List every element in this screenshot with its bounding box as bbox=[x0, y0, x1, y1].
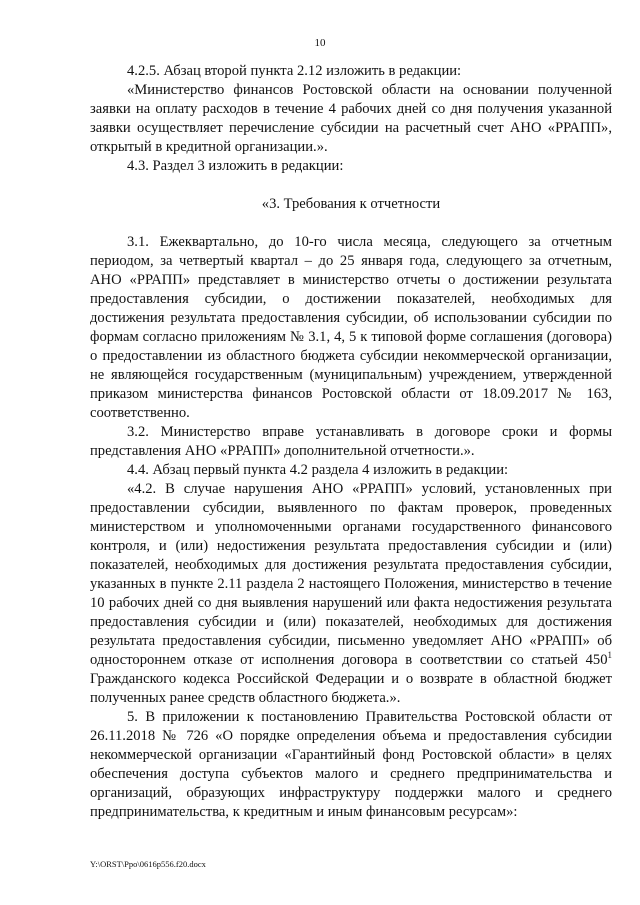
paragraph-quote-2-12: «Министерство финансов Ростовской области на основании полученной заявки на оплату расходов в течение 4 рабочих дней со дня получения указанной заявки осуществляет перечисление субсидии на расчетный счет АНО «РРАПП», открытый в кредитной организации.». bbox=[90, 82, 612, 155]
document-body bbox=[90, 62, 612, 822]
paragraph-3-2: 3.2. Министерство вправе устанавливать в договоре сроки и формы представления АНО «РРАПП» дополнительной отчетности.». bbox=[90, 424, 612, 459]
section-heading-3: «3. Требования к отчетности bbox=[261, 196, 441, 212]
article-superscript: 1 bbox=[607, 650, 612, 661]
paragraph-4-2-text: «4.2. В случае нарушения АНО «РРАПП» условий, установленных при предоставлении субсидии, выявленного по фактам проверок, проведенных министерством и уполномоченными органами государственного финансового контроля, и (или) недостижения результата предоставления субсидии и (или) показателей, необходимых для достижения результата предоставления субсидии, указанных в пункте 2.11 раздела 2 настоящего Положения, министерство в течение 10 рабочих дней со дня выявления нарушений или факта недостижения результата предоставления субсидии и (или) показателей, необходимых для достижения результата предоставления субсидии, письменно уведомляет АНО «РРАПП» об одностороннем отказе от исполнения договора в соответствии со статьей 450 bbox=[90, 481, 612, 668]
paragraph-4-3: 4.3. Раздел 3 изложить в редакции: bbox=[127, 158, 344, 174]
page-number: 10 bbox=[314, 37, 326, 49]
paragraph-4-4: 4.4. Абзац первый пункта 4.2 раздела 4 изложить в редакции: bbox=[127, 462, 509, 478]
paragraph-5: 5. В приложении к постановлению Правительства Ростовской области от 26.11.2018 № 726 «О порядке определения объема и предоставления субсидии некоммерческой организации «Гарантийный фонд Ростовской области» в целях обеспечения доступа субъектов малого и среднего предпринимательства и организаций, образующих инфраструктуру поддержки малого и среднего предпринимательства, к кредитным и иным финансовым ресурсам»: bbox=[90, 709, 612, 820]
paragraph-3-1: 3.1. Ежеквартально, до 10-го числа месяца, следующего за отчетным периодом, за четвертый квартал – до 25 января года, следующего за отчетным, АНО «РРАПП» представляет в министерство отчеты о достижении результата предоставления субсидии, о достижении показателей, необходимых для достижения результата предоставления субсидии, об использовании субсидии по формам согласно приложениям № 3.1, 4, 5 к типовой форме соглашения (договора) о предоставлении из областного бюджета субсидии некоммерческой организации, не являющейся государственным (муниципальным) учреждением, утвержденной приказом министерства финансов Ростовской области от 18.09.2017 № 163, соответственно. bbox=[90, 234, 612, 421]
footer-file-path: Y:\ORST\Ppo\0616p556.f20.docx bbox=[90, 859, 206, 869]
paragraph-4-2-tail: Гражданского кодекса Российской Федерации и о возврате в областной бюджет полученных ранее средств областного бюджета.». bbox=[90, 671, 612, 706]
paragraph-4-2-5: 4.2.5. Абзац второй пункта 2.12 изложить в редакции: bbox=[127, 63, 462, 79]
paragraph-4-2-quote bbox=[90, 480, 612, 708]
